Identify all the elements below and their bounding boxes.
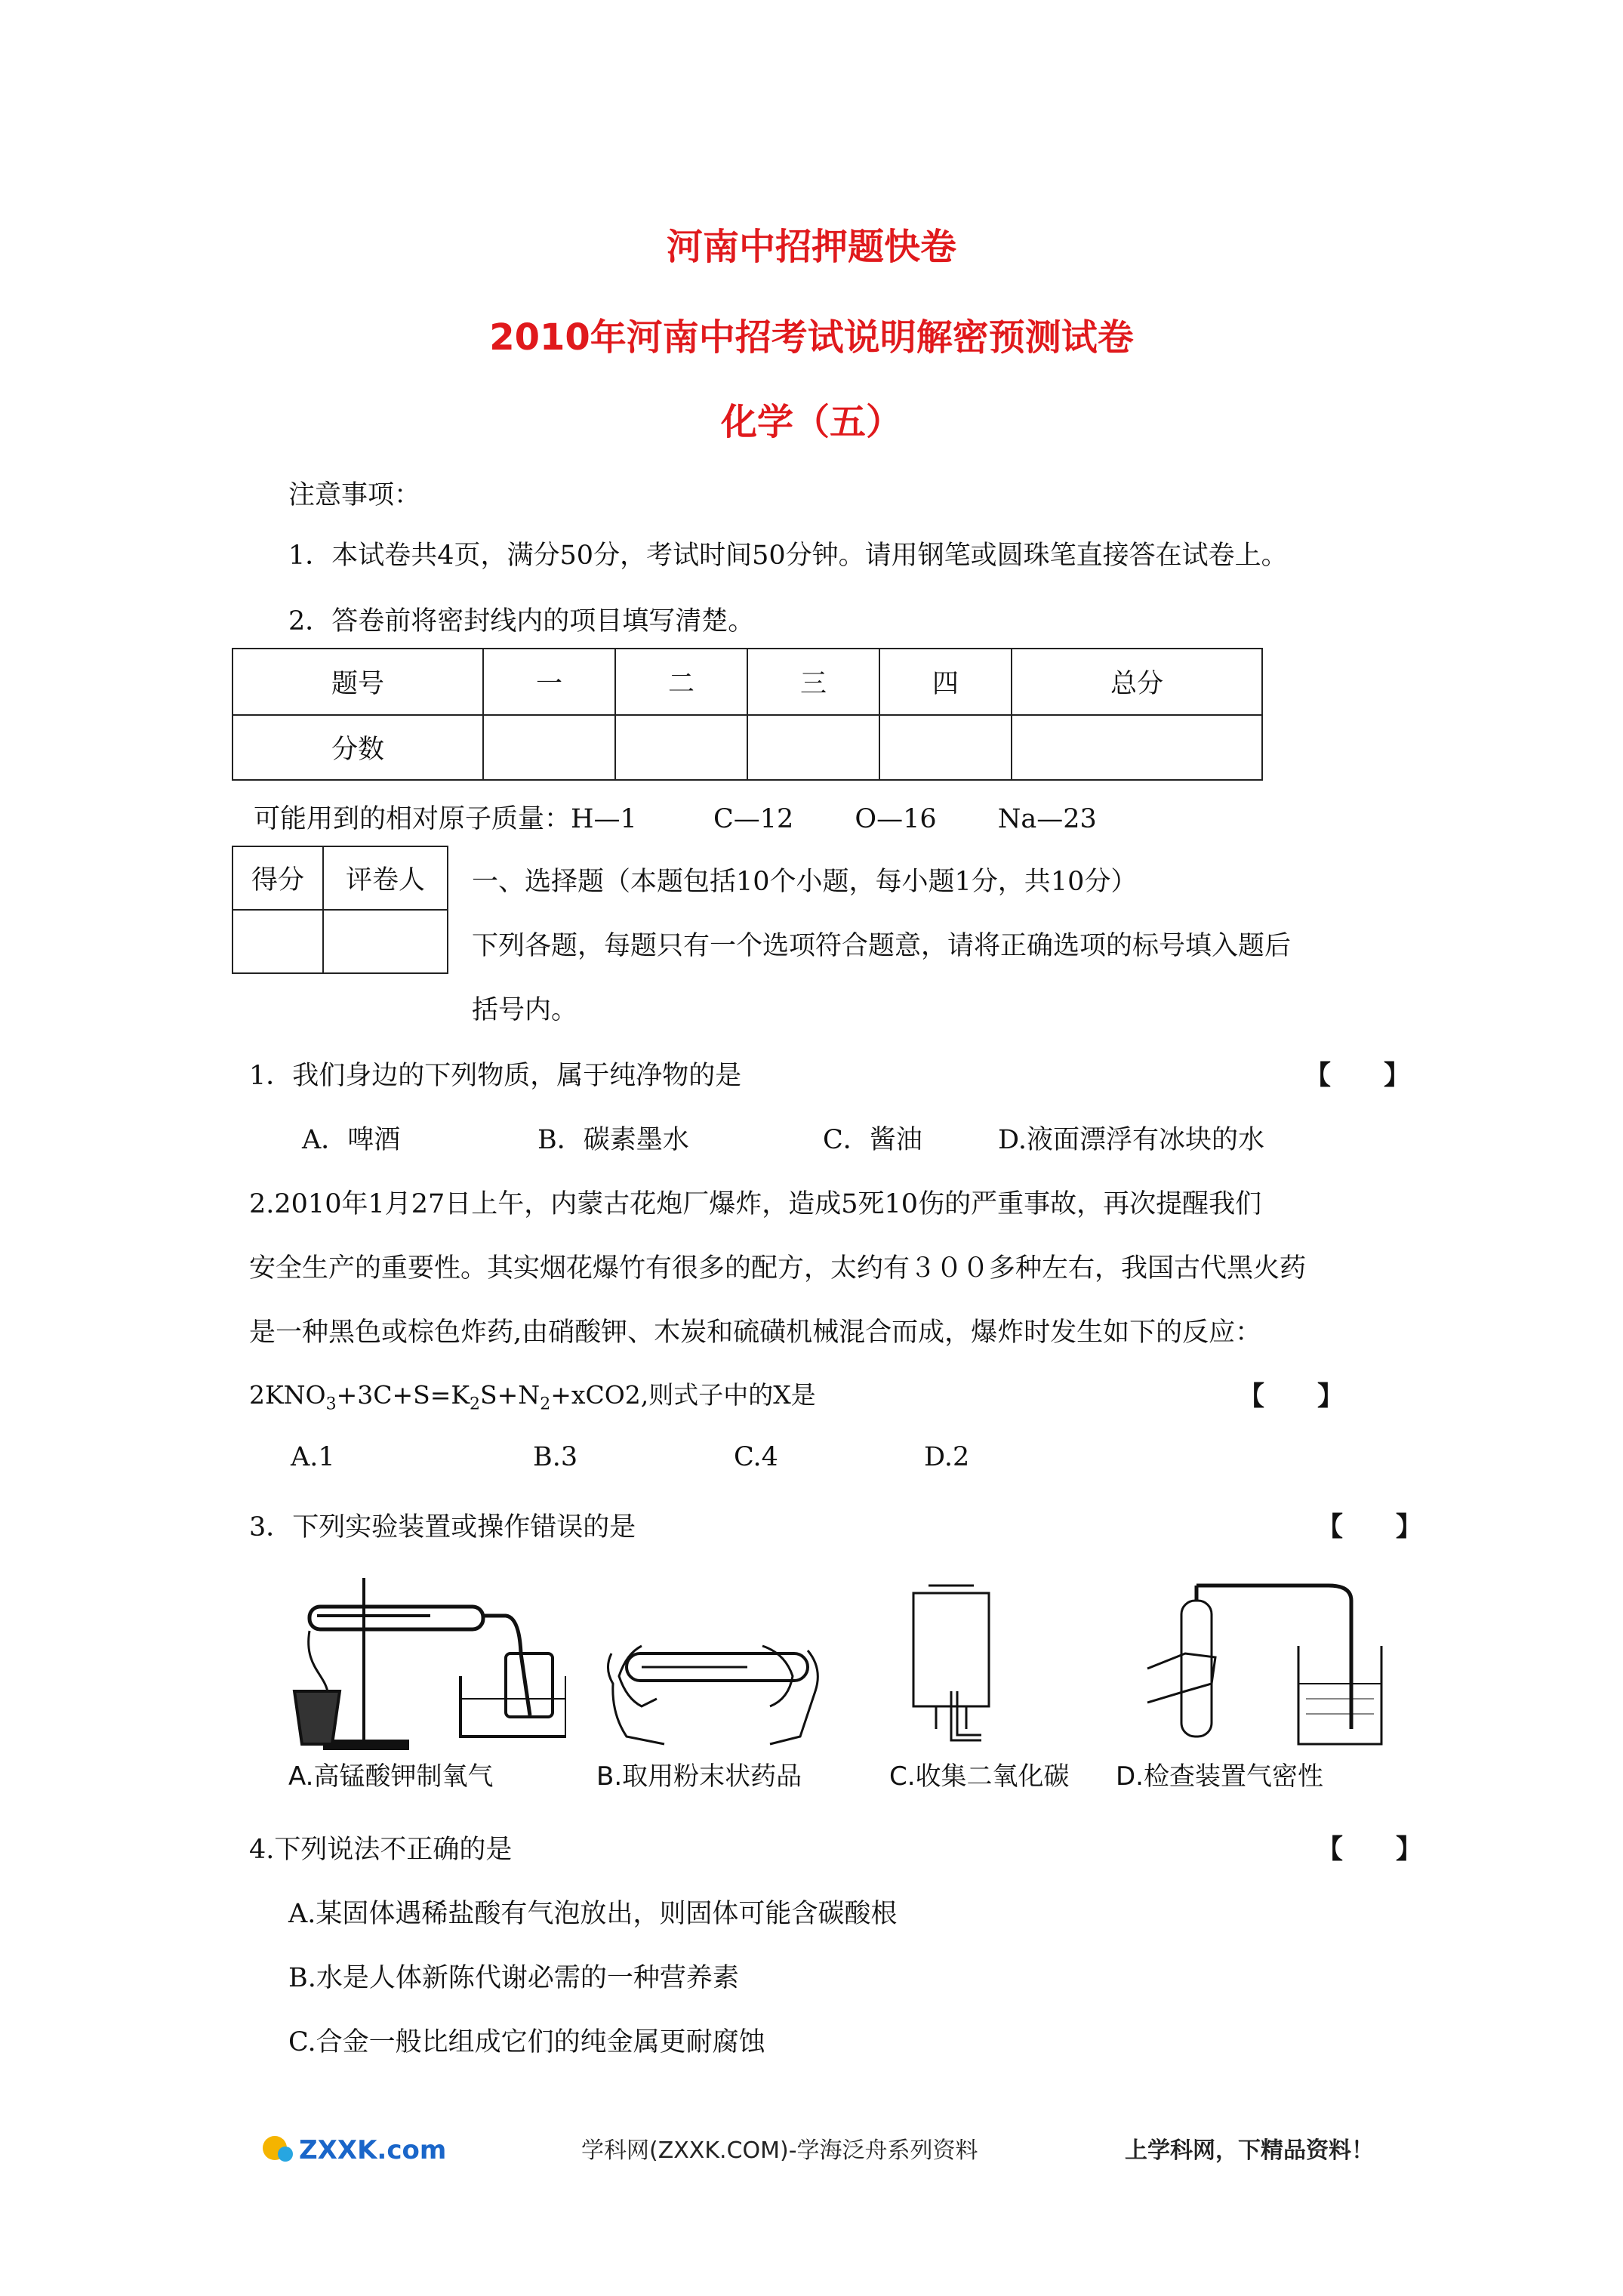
zxxk-logo-icon: [258, 2125, 454, 2168]
atomic-mass-line: [254, 798, 1097, 836]
grader-box: [232, 846, 448, 974]
score-table-row-label: 分数: [233, 715, 483, 780]
grader-name-cell[interactable]: [323, 910, 448, 973]
section-heading: 一、选择题（本题包括10个小题，每小题1分，共10分）: [472, 867, 1138, 897]
grader-box-grader-label: 评卷人: [323, 846, 448, 910]
section-instruction: 下列各题，每题只有一个选项符合题意，请将正确选项的标号填入题后: [472, 931, 1292, 961]
score-table-header: 一: [483, 649, 615, 715]
question-2-equation: $2KNO_3+3C+S=K_2S+N_2+xCO2$,则式子中的X是: [249, 1380, 816, 1414]
q4-option-c: C.合金一般比组成它们的纯金属更耐腐蚀: [288, 2027, 765, 2057]
svg-text:ZXXK.com: ZXXK.com: [299, 2135, 447, 2165]
grader-score-cell[interactable]: [233, 910, 323, 973]
answer-bracket[interactable]: 【 】: [1304, 1061, 1411, 1091]
q4-option-b: B.水是人体新陈代谢必需的一种营养素: [288, 1963, 739, 1993]
score-table: [232, 648, 1263, 781]
notes-item-2: 2．答卷前将密封线内的项目填写清楚。: [288, 606, 755, 636]
apparatus-d-caption: D.检查装置气密性: [1116, 1761, 1323, 1792]
score-cell[interactable]: [747, 715, 879, 780]
question-2-line: 2.2010年1月27日上午，内蒙古花炮厂爆炸，造成5死10伤的严重事故，再次提醒我们: [249, 1189, 1262, 1219]
apparatus-a-caption: A.高锰酸钾制氧气: [288, 1761, 494, 1792]
apparatus-d-diagram: [1125, 1570, 1389, 1752]
answer-bracket[interactable]: 【 】: [1238, 1382, 1344, 1412]
apparatus-b-caption: B.取用粉末状药品: [596, 1761, 802, 1792]
q4-option-a: A.某固体遇稀盐酸有气泡放出，则固体可能含碳酸根: [288, 1899, 898, 1929]
q1-option-c: C．酱油: [823, 1125, 922, 1155]
score-cell[interactable]: [615, 715, 747, 780]
notes-heading: 注意事项：: [288, 480, 421, 510]
title-sub: 2010年河南中招考试说明解密预测试卷: [489, 316, 1134, 359]
atomic-mass-label: 可能用到的相对原子质量：: [254, 804, 571, 834]
q2-option-d: D.2: [924, 1442, 970, 1472]
question-1-stem: 1．我们身边的下列物质，属于纯净物的是: [249, 1061, 742, 1091]
apparatus-b-diagram: [596, 1623, 823, 1752]
q1-option-d: D.液面漂浮有冰块的水: [998, 1125, 1264, 1155]
title-main: 河南中招押题快卷: [666, 226, 956, 268]
question-2-line: 安全生产的重要性。其实烟花爆竹有很多的配方，太约有３００多种左右，我国古代黑火药: [249, 1253, 1307, 1284]
footer-center-text: 学科网(ZXXK.COM)-学海泛舟系列资料: [581, 2137, 978, 2164]
question-3-stem: 3．下列实验装置或操作错误的是: [249, 1512, 636, 1542]
atomic-mass-value: H—1: [571, 804, 637, 834]
footer-right-text: 上学科网，下精品资料！: [1125, 2137, 1374, 2164]
atomic-mass-value: C—12: [713, 804, 794, 834]
score-cell[interactable]: [483, 715, 615, 780]
score-table-header: 总分: [1012, 649, 1262, 715]
title-subject: 化学（五）: [720, 401, 902, 443]
section-instruction: 括号内。: [472, 995, 578, 1025]
q1-option-b: B．碳素墨水: [537, 1125, 689, 1155]
question-4-stem: 4.下列说法不正确的是: [249, 1835, 513, 1865]
answer-bracket[interactable]: 【 】: [1317, 1512, 1423, 1542]
zxxk-logo: [258, 2125, 454, 2168]
score-table-header: 四: [879, 649, 1012, 715]
atomic-mass-value: Na—23: [997, 804, 1097, 834]
grader-box-score-label: 得分: [233, 846, 323, 910]
score-table-header: 三: [747, 649, 879, 715]
apparatus-c-diagram: [891, 1578, 1012, 1752]
q2-option-c: C.4: [734, 1442, 778, 1472]
q2-option-a: A.1: [291, 1442, 335, 1472]
atomic-mass-value: O—16: [855, 804, 937, 834]
answer-bracket[interactable]: 【 】: [1317, 1835, 1423, 1865]
score-table-header: 题号: [233, 649, 483, 715]
score-cell[interactable]: [879, 715, 1012, 780]
question-2-line: 是一种黑色或棕色炸药,由硝酸钾、木炭和硫磺机械混合而成，爆炸时发生如下的反应：: [249, 1318, 1262, 1348]
q1-option-a: A．啤酒: [302, 1125, 401, 1155]
score-cell[interactable]: [1012, 715, 1262, 780]
notes-item-1: 1．本试卷共4页，满分50分，考试时间50分钟。请用钢笔或圆珠笔直接答在试卷上。: [288, 541, 1288, 571]
apparatus-a-diagram: [279, 1563, 566, 1752]
score-table-header: 二: [615, 649, 747, 715]
q2-option-b: B.3: [533, 1442, 578, 1472]
apparatus-c-caption: C.收集二氧化碳: [889, 1761, 1070, 1792]
